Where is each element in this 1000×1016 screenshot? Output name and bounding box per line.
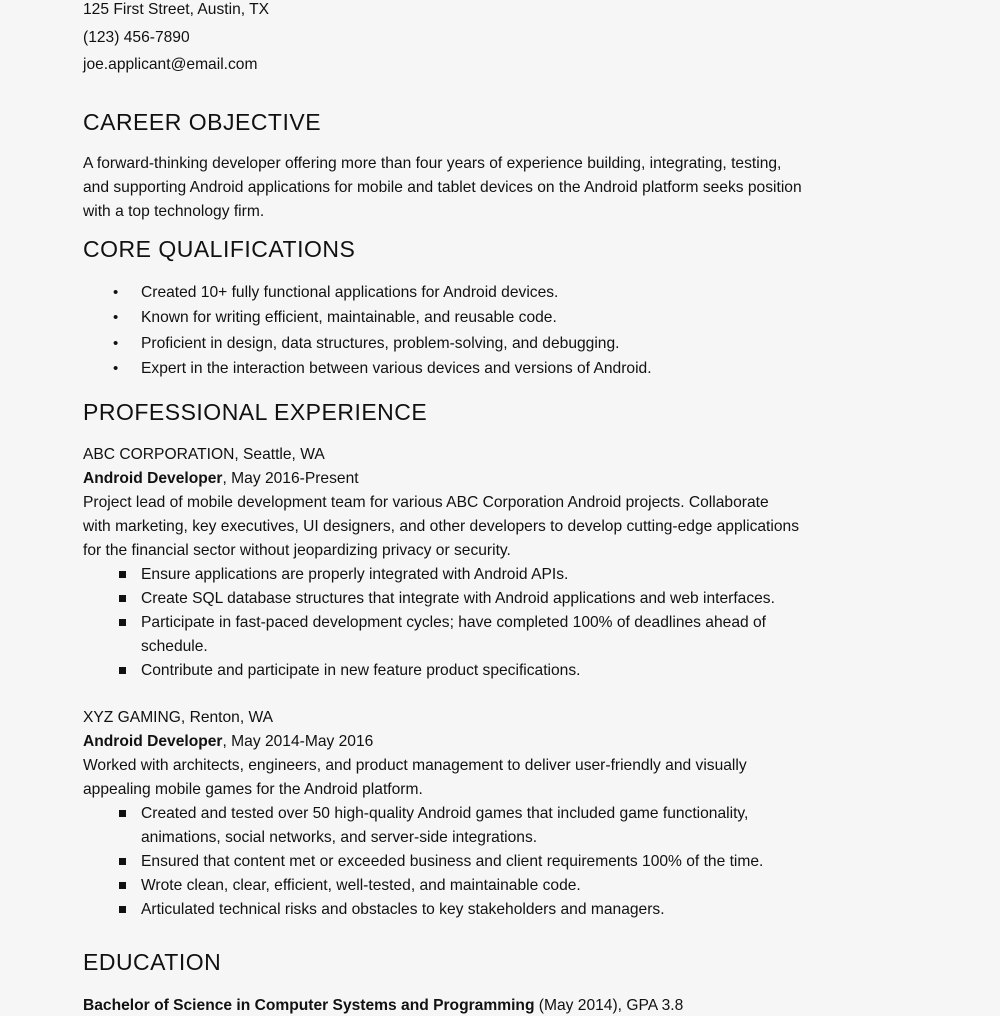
square-bullet-icon <box>119 882 126 889</box>
job-summary-line: with marketing, key executives, UI designers, and other developers to develop cutting-edge applications <box>83 518 799 535</box>
qualification-item: Known for writing efficient, maintainable, and reusable code. <box>141 309 557 326</box>
bullet-icon: • <box>113 309 119 326</box>
square-bullet-icon <box>119 810 126 817</box>
bullet-icon: • <box>113 335 119 352</box>
job-dates: , May 2016-Present <box>222 470 359 487</box>
section-heading-experience: PROFESSIONAL EXPERIENCE <box>83 399 428 425</box>
square-bullet-icon <box>119 858 126 865</box>
square-bullet-icon <box>119 595 126 602</box>
job-company: XYZ GAMING, Renton, WA <box>83 709 274 726</box>
job-bullet: Participate in fast-paced development cycles; have completed 100% of deadlines ahead of <box>141 614 767 631</box>
section-heading-qualifications: CORE QUALIFICATIONS <box>83 236 356 262</box>
square-bullet-icon <box>119 571 126 578</box>
job-summary-line: Worked with architects, engineers, and product management to deliver user-friendly and visually <box>83 757 747 774</box>
education-degree: Bachelor of Science in Computer Systems and Programming <box>83 997 535 1014</box>
job-title-line <box>83 469 359 489</box>
objective-line: with a top technology firm. <box>83 203 265 220</box>
objective-line: and supporting Android applications for mobile and tablet devices on the Android platform seeks position <box>83 179 802 196</box>
job-summary-line: appealing mobile games for the Android platform. <box>83 781 423 798</box>
job-bullet: Ensure applications are properly integrated with Android APIs. <box>141 566 569 583</box>
bullet-icon: • <box>113 360 119 377</box>
job-bullet: Articulated technical risks and obstacles to key stakeholders and managers. <box>141 901 665 918</box>
job-bullet: Created and tested over 50 high-quality Android games that included game functionality, <box>141 805 749 822</box>
objective-line: A forward-thinking developer offering more than four years of experience building, integrating, testing, <box>83 155 782 172</box>
qualification-item: Expert in the interaction between various devices and versions of Android. <box>141 360 652 377</box>
contact-address: 125 First Street, Austin, TX <box>83 1 270 18</box>
job-title: Android Developer <box>83 733 223 750</box>
section-heading-education: EDUCATION <box>83 949 222 975</box>
job-bullet: Ensured that content met or exceeded business and client requirements 100% of the time. <box>141 853 764 870</box>
education-degree-line <box>83 996 683 1016</box>
job-bullet: Create SQL database structures that integrate with Android applications and web interfaces. <box>141 590 775 607</box>
bullet-icon: • <box>113 284 119 301</box>
job-company: ABC CORPORATION, Seattle, WA <box>83 446 325 463</box>
contact-email: joe.applicant@email.com <box>83 56 258 73</box>
job-bullet-continuation: schedule. <box>141 638 208 655</box>
square-bullet-icon <box>119 906 126 913</box>
qualification-item: Created 10+ fully functional applications for Android devices. <box>141 284 559 301</box>
square-bullet-icon <box>119 619 126 626</box>
job-title-line <box>83 732 373 752</box>
job-bullet-continuation: animations, social networks, and server-side integrations. <box>141 829 538 846</box>
education-details: (May 2014), GPA 3.8 <box>534 997 684 1014</box>
square-bullet-icon <box>119 667 126 674</box>
job-bullet: Contribute and participate in new feature product specifications. <box>141 662 581 679</box>
job-dates: , May 2014-May 2016 <box>222 733 374 750</box>
contact-phone: (123) 456-7890 <box>83 29 190 46</box>
job-summary-line: Project lead of mobile development team for various ABC Corporation Android projects. Collaborate <box>83 494 769 511</box>
job-title: Android Developer <box>83 470 223 487</box>
job-bullet: Wrote clean, clear, efficient, well-tested, and maintainable code. <box>141 877 581 894</box>
section-heading-objective: CAREER OBJECTIVE <box>83 109 322 135</box>
qualification-item: Proficient in design, data structures, problem-solving, and debugging. <box>141 335 620 352</box>
job-summary-line: for the financial sector without jeopardizing privacy or security. <box>83 542 511 559</box>
